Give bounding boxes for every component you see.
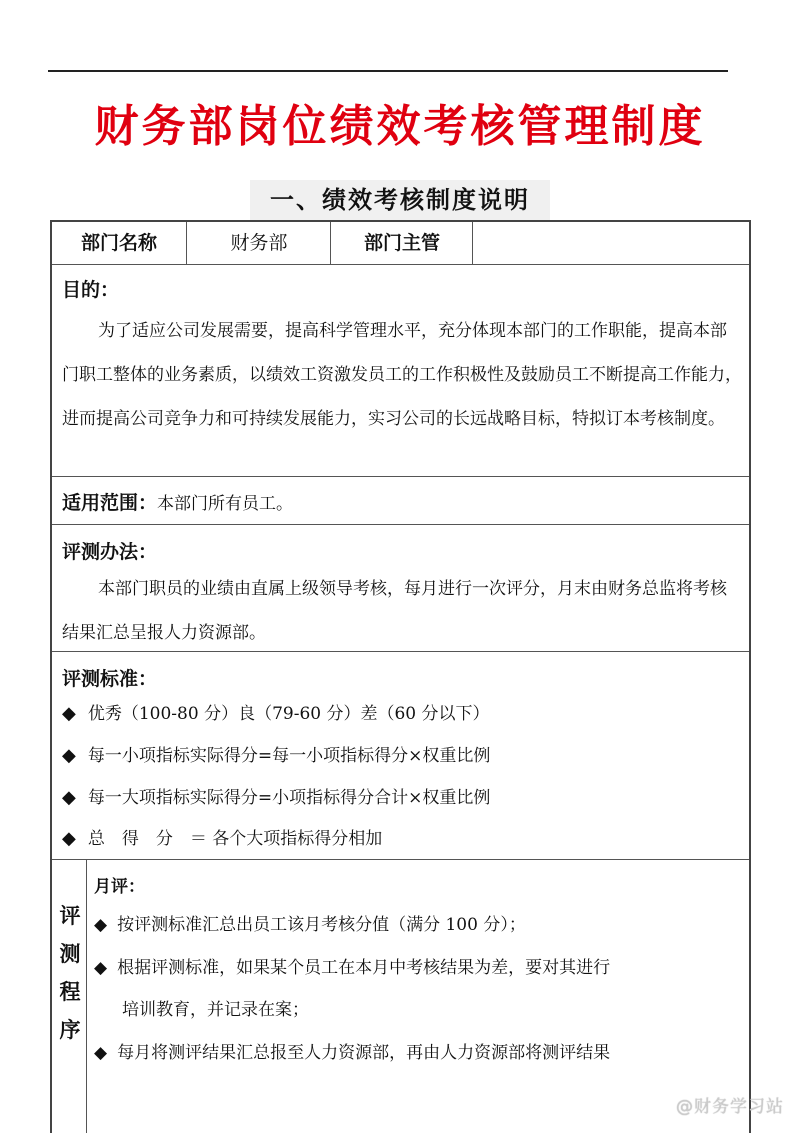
document-title: 财务部岗位绩效考核管理制度	[94, 101, 706, 152]
procedure-block	[52, 860, 749, 1133]
purpose-label: 目的：	[62, 279, 120, 301]
side-char: 评	[59, 904, 81, 928]
scope-text: 本部门所有员工。	[157, 494, 294, 514]
standard-text: 优秀（100-80 分）良（79-60 分）差（60 分以下）	[87, 704, 490, 724]
standard-item	[62, 778, 490, 818]
side-char: 序	[59, 1018, 81, 1042]
procedure-text: 根据评测标准，如果某个员工在本月中考核结果为差，要对其进行	[117, 958, 611, 978]
standard-item	[62, 694, 490, 734]
standards-block	[52, 652, 749, 860]
standard-text: 每一小项指标实际得分=每一小项指标得分×权重比例	[87, 746, 491, 766]
side-char: 测	[59, 942, 81, 966]
procedure-continuation: 培训教育，并记录在案；	[122, 1000, 309, 1020]
monthly-label: 月评：	[94, 877, 145, 897]
diamond-bullet-icon: ◆	[62, 745, 76, 766]
procedure-item	[94, 1038, 610, 1063]
dept-name-value: 财务部	[230, 232, 288, 254]
section-title: 一、绩效考核制度说明	[250, 180, 550, 220]
procedure-item	[94, 953, 610, 978]
method-block	[52, 525, 749, 652]
procedure-text: 按评测标准汇总出员工该月考核分值（满分 100 分）；	[117, 915, 526, 935]
procedure-side-label	[52, 860, 87, 1133]
scope-row	[62, 488, 293, 515]
header-row	[52, 222, 749, 265]
standard-text: 总 得 分 ＝ 各个大项指标得分相加	[87, 829, 383, 849]
standard-item	[62, 736, 490, 776]
watermark: @财务学习站	[676, 1097, 784, 1117]
diamond-bullet-icon: ◆	[62, 787, 76, 808]
top-rule	[48, 70, 728, 72]
scope-label: 适用范围：	[62, 492, 158, 514]
diamond-bullet-icon: ◆	[94, 958, 108, 978]
divider	[472, 222, 473, 264]
dept-name-label: 部门名称	[80, 232, 157, 254]
diamond-bullet-icon: ◆	[94, 1043, 108, 1063]
purpose-block	[52, 265, 749, 477]
dept-head-label: 部门主管	[363, 232, 440, 254]
side-char: 程	[59, 980, 81, 1004]
standard-item	[62, 819, 382, 859]
standards-label: 评测标准：	[62, 668, 158, 690]
assessment-table	[50, 220, 751, 1133]
divider	[186, 222, 187, 264]
diamond-bullet-icon: ◆	[62, 703, 76, 724]
method-label: 评测办法：	[62, 541, 158, 563]
dept-head-value	[474, 222, 749, 264]
procedure-item	[94, 910, 526, 935]
method-text: 本部门职员的业绩由直属上级领导考核，每月进行一次评分，月末由财务总监将考核结果汇总呈报人力资源部。	[62, 579, 727, 643]
purpose-text: 为了适应公司发展需要，提高科学管理水平，充分体现本部门的工作职能，提高本部门职工整体的业务素质，以绩效工资激发员工的工作积极性及鼓励员工不断提高工作能力，进而提高公司竞争力和可持续发展能力，实习公司的长远战略目标，特拟订本考核制度。	[62, 321, 742, 429]
procedure-text: 每月将测评结果汇总报至人力资源部，再由人力资源部将测评结果	[117, 1043, 611, 1063]
diamond-bullet-icon: ◆	[62, 828, 76, 849]
diamond-bullet-icon: ◆	[94, 915, 108, 935]
standard-text: 每一大项指标实际得分=小项指标得分合计×权重比例	[87, 788, 491, 808]
scope-block	[52, 477, 749, 525]
divider	[330, 222, 331, 264]
